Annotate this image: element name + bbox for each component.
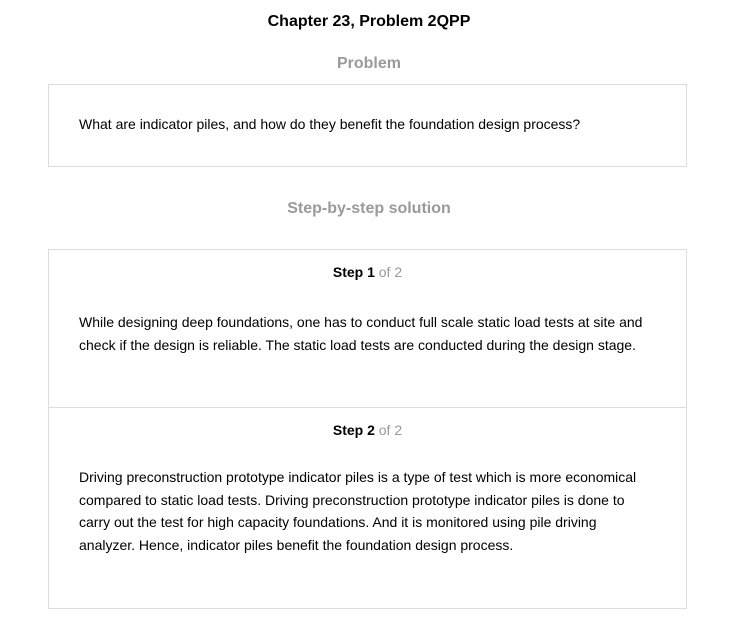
solution-heading: Step-by-step solution [287, 200, 451, 217]
solution-box [48, 249, 687, 609]
step-2-label: Step 2 [332, 422, 375, 438]
step-1 [49, 250, 686, 408]
step-2-count: of 2 [378, 422, 403, 438]
step-1-count: of 2 [378, 264, 403, 280]
step-1-body: While designing deep foundations, one has to conduct full scale static load tests at site and check if the design is reliable. The static load tests are conducted during the design stage. [79, 314, 643, 353]
step-2-body: Driving preconstruction prototype indicator piles is a type of test which is more economical compared to static load tests. Driving preconstruction prototype indicator piles is done to carry out the test for high capacity foundations. And it is monitored using pile driving analyzer. Hence, indicator piles benefit the foundation design process. [79, 469, 637, 553]
problem-heading: Problem [336, 55, 401, 72]
page-title: Chapter 23, Problem 2QPP [267, 13, 471, 30]
step-1-label: Step 1 [332, 264, 375, 280]
step-2-header [49, 422, 686, 438]
problem-box [48, 84, 687, 167]
step-1-header [49, 264, 686, 280]
problem-text: What are indicator piles, and how do they benefit the foundation design process? [79, 116, 581, 132]
step-2 [49, 408, 686, 608]
